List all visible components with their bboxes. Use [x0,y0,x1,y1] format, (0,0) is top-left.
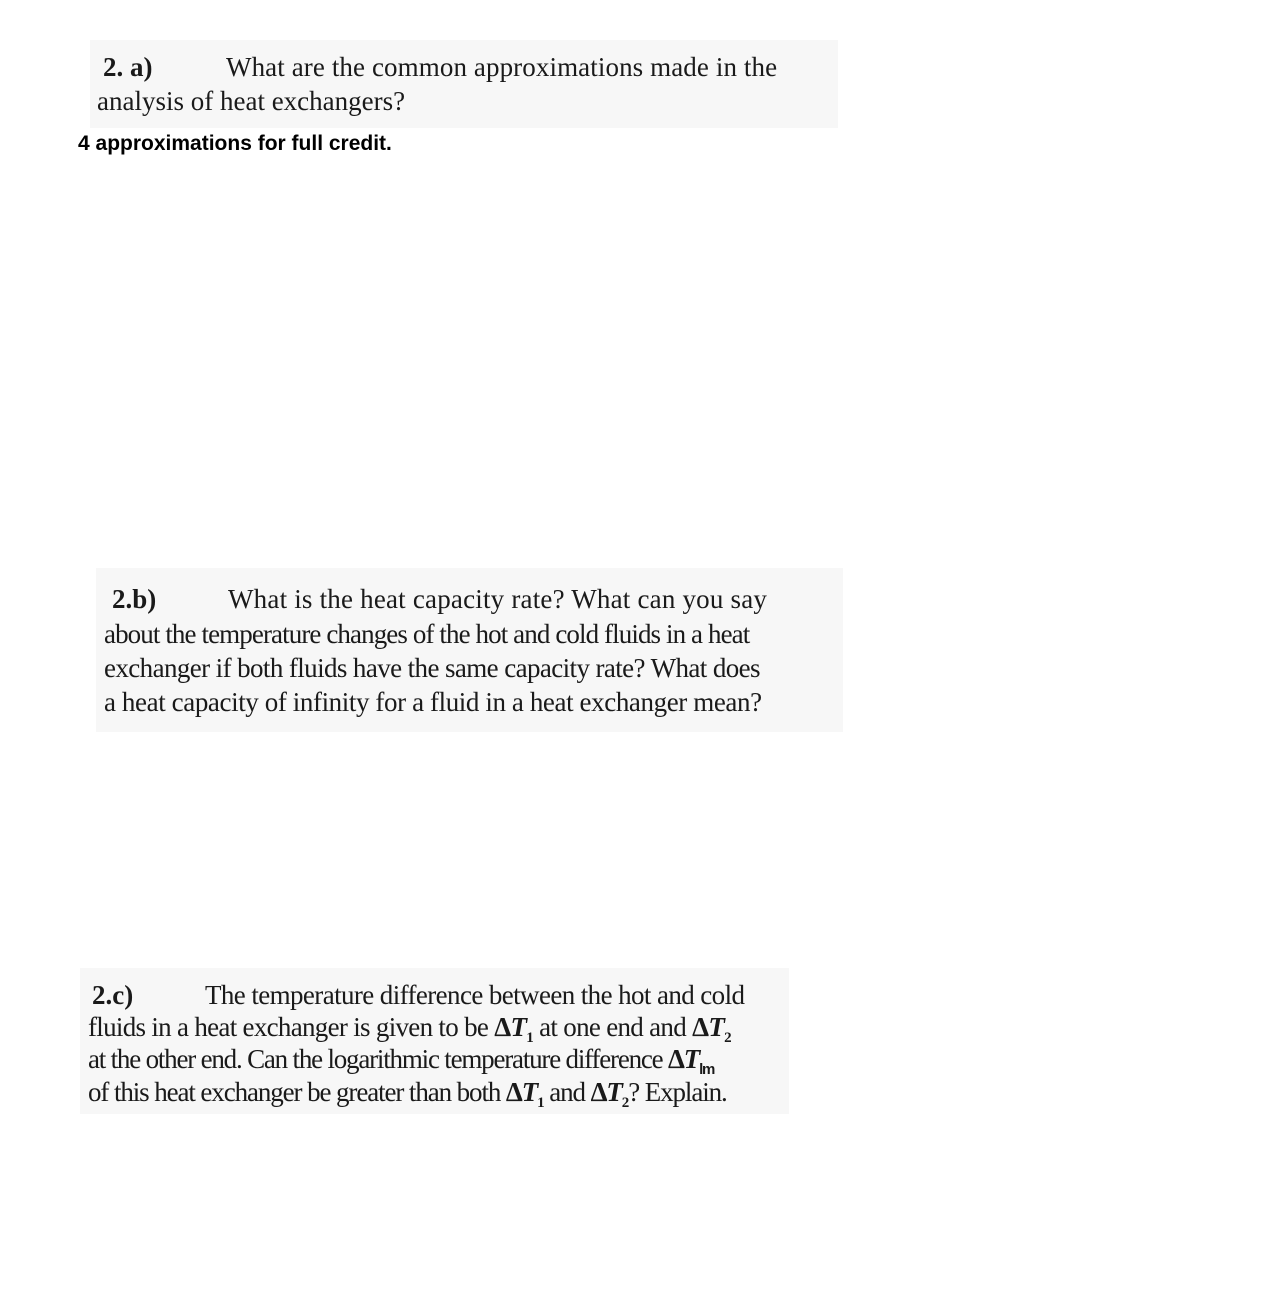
question-a-text-line1: What are the common approximations made in the [226,52,778,82]
question-c-text-line4: of this heat exchanger be greater than both $\Delta T_1$ and $\Delta T_2$? Explain. [88,1077,727,1111]
question-a-label: 2. a) [103,52,153,82]
question-c-text-line1: The temperature difference between the hot and cold [205,980,745,1010]
delta-t2-symbol-2: $\Delta T_2$ [590,1077,629,1111]
question-b-text-line2: about the temperature changes of the hot and cold fluids in a heat [104,619,750,649]
delta-t1-symbol-2: $\Delta T_1$ [505,1077,544,1111]
grading-note: 4 approximations for full credit. [78,132,392,155]
question-c-text-line3: at the other end. Can the logarithmic temperature difference $\Delta T_{lm}$ [88,1044,715,1078]
delta-t2-symbol: $\Delta T_2$ [692,1012,731,1046]
question-a-line1 [103,54,153,81]
question-a-text-line2: analysis of heat exchangers? [97,86,406,116]
question-b-text-line3: exchanger if both fluids have the same capacity rate? What does [104,653,760,683]
question-c-label: 2.c) [92,980,134,1010]
question-b-label: 2.b) [112,584,157,614]
delta-t1-symbol: $\Delta T_1$ [494,1012,534,1046]
question-c-text-line2: fluids in a heat exchanger is given to be $\Delta T_1$ at one end and $\Delta T_2$ [88,1012,731,1046]
question-b-text-line4: a heat capacity of infinity for a fluid in a heat exchanger mean? [104,687,762,717]
question-b-text-line1: What is the heat capacity rate? What can you say [228,584,768,614]
delta-tlm-symbol: $\Delta T_{lm}$ [668,1044,715,1078]
